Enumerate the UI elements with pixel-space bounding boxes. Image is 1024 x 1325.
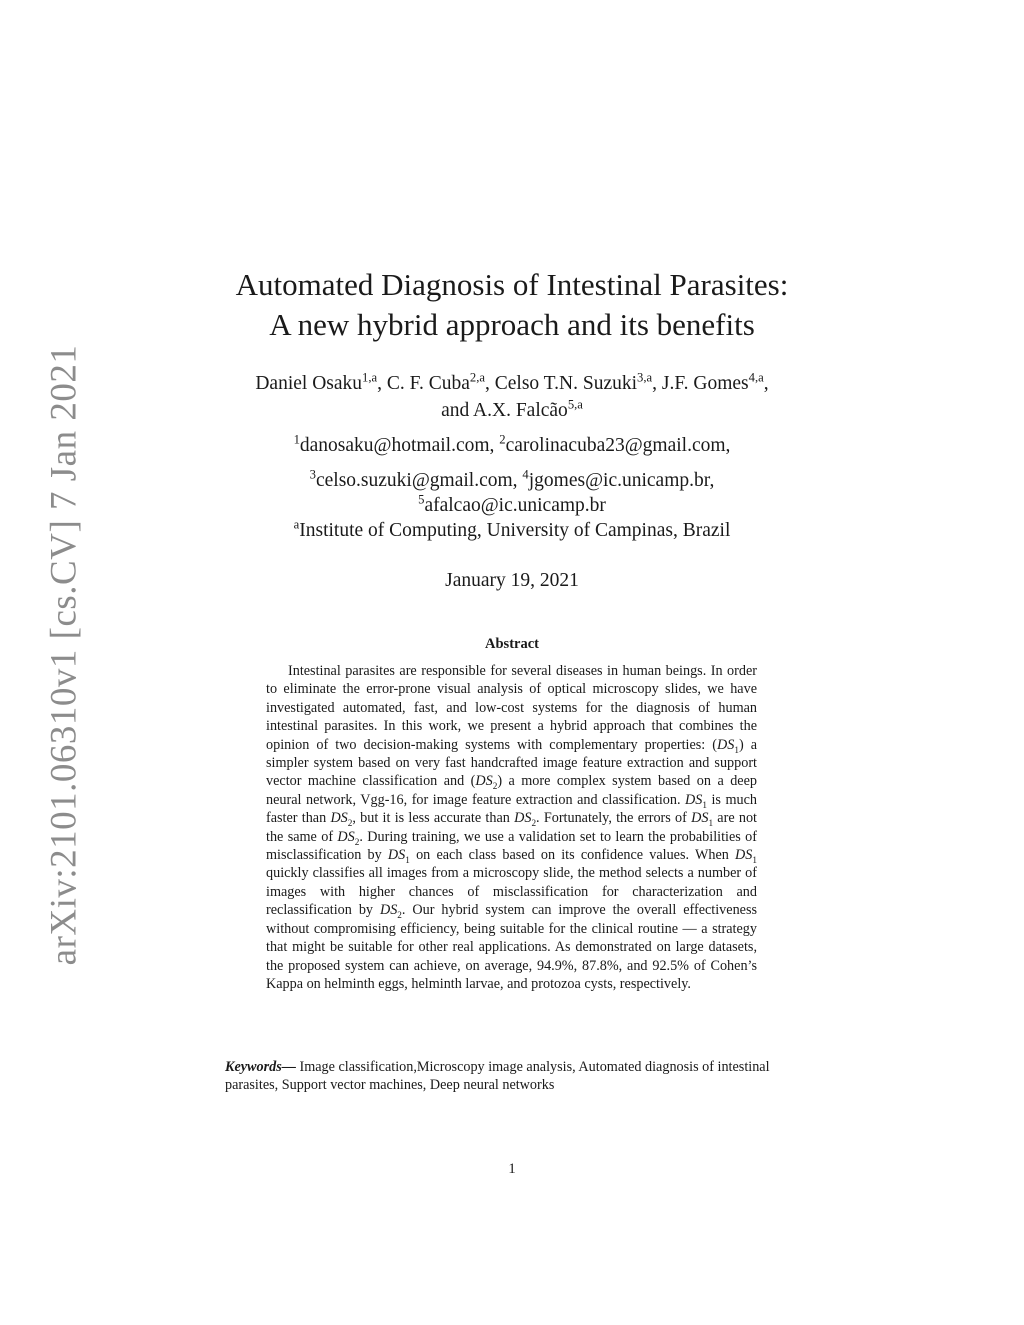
email-marker: 3 [309,467,316,482]
keywords-text: Image classification,Microscopy image analysis, Automated diagnosis of intestinal parasites, Support vector machines, Deep neural networks [225,1059,770,1094]
author-affiliation-marker: 4,a [748,370,764,385]
ds2-term: DS [514,810,532,827]
author-affiliation-marker: 1,a [362,370,378,385]
email-marker: 2 [499,432,506,447]
ds1-term: DS [691,810,709,827]
author-name: C. F. Cuba [386,373,470,394]
author-name: A.X. Falcão [473,400,568,421]
ds1-term: DS [685,791,703,808]
author-name: Celso T.N. Suzuki [494,373,638,394]
paper-title-line-2: A new hybrid approach and its benefits [269,307,755,342]
email-address: danosaku@hotmail.com [299,435,490,456]
author-name: Daniel Osaku [255,373,363,394]
paper-title [0,265,1024,345]
keywords-label: Keywords— [225,1059,296,1075]
ds1-term: DS [735,847,753,864]
ds1-term: DS [717,736,735,753]
author-affiliation-marker: 5,a [567,397,583,412]
ds2-term: DS [330,810,348,827]
ds2-term: DS [379,902,398,919]
affiliation-text: Institute of Computing, University of Campinas, Brazil [299,520,731,541]
email-line-2: $^3$celso.suzuki@gmail.com, $^4$jgomes@ic.unicamp.br, [309,467,715,491]
affiliation-marker: a [293,517,300,532]
email-line-1: $^1$danosaku@hotmail.com, $^2$carolinacuba23@gmail.com, [293,432,731,456]
ds1-term: DS [387,847,406,864]
email-address: jgomes@ic.unicamp.br [528,470,710,491]
abstract-heading: Abstract [485,636,539,652]
email-address: celso.suzuki@gmail.com [315,470,513,491]
author-name: J.F. Gomes [661,373,749,394]
paper-date: January 19, 2021 [445,570,579,591]
ds2-term: DS [475,773,493,790]
abstract-paragraph: Intestinal parasites are responsible for several diseases in human beings. In order to eliminate the error-prone visual analysis of optical microscopy slides, we have investigated automated, fast, and low-cost systems for the diagnosis of human intestinal parasites. In this work, we present a hybrid approach that combines the opinion of two decision-making systems with complementary properties: $(DS_1)$ a simpler system based on very fast handcrafted image feature extraction and support vector machine classification and $(DS_2)$ a more complex system based on a deep neural network, Vgg-16, for image feature extraction and classification. $DS_1$ is much faster than $DS_2$, but it is less accurate than $DS_2$. Fortunately, the errors of $DS_1$ are not the same of $DS_2$. During training, we use a validation set to learn the probabilities of misclassification by $DS_1$ on each class based on its confidence values. When $DS_1$ quickly classifies all images from a microscopy slide, the method selects a number of images with higher chances of misclassification for characterization and reclassification by $DS_2$. Our hybrid system can improve the overall effectiveness without compromising efficiency, being suitable for the clinical routine — a strategy that might be suitable for other real applications. As demonstrated on large datasets, the proposed system can achieve, on average, 94.9%, 87.8%, and 92.5% of Cohen’s Kappa on helminth eggs, helminth larvae, and protozoa cysts, respectively. [266,663,758,992]
email-address: carolinacuba23@gmail.com [505,435,726,456]
author-line-2 [0,397,1024,424]
author-line-1: Daniel Osaku$^{1,a}$, C. F. Cuba$^{2,a}$, Celso T.N. Suzuki$^{3,a}$, J.F. Gomes$^{4,a}$, [255,370,769,394]
email-address: afalcao@ic.unicamp.br [424,495,606,516]
arxiv-identifier-stamp: arXiv:2101.06310v1 [cs.CV] 7 Jan 2021 [43,344,85,966]
author-conjunction: and [441,400,470,421]
affiliation [0,518,1024,543]
email-marker: 4 [522,467,529,482]
author-affiliation-marker: 2,a [469,370,485,385]
abstract-body [266,662,757,993]
author-affiliation-marker: 3,a [637,370,653,385]
author-list [0,370,1024,424]
keywords [225,1058,805,1095]
author-contacts [0,433,1024,543]
paper-title-line-1: Automated Diagnosis of Intestinal Parasites: [235,267,789,302]
email-marker: 1 [293,432,300,447]
page-number: 1 [508,1161,516,1177]
email-line-3 [0,493,1024,518]
ds2-term: DS [337,828,355,845]
email-marker: 5 [418,492,425,507]
